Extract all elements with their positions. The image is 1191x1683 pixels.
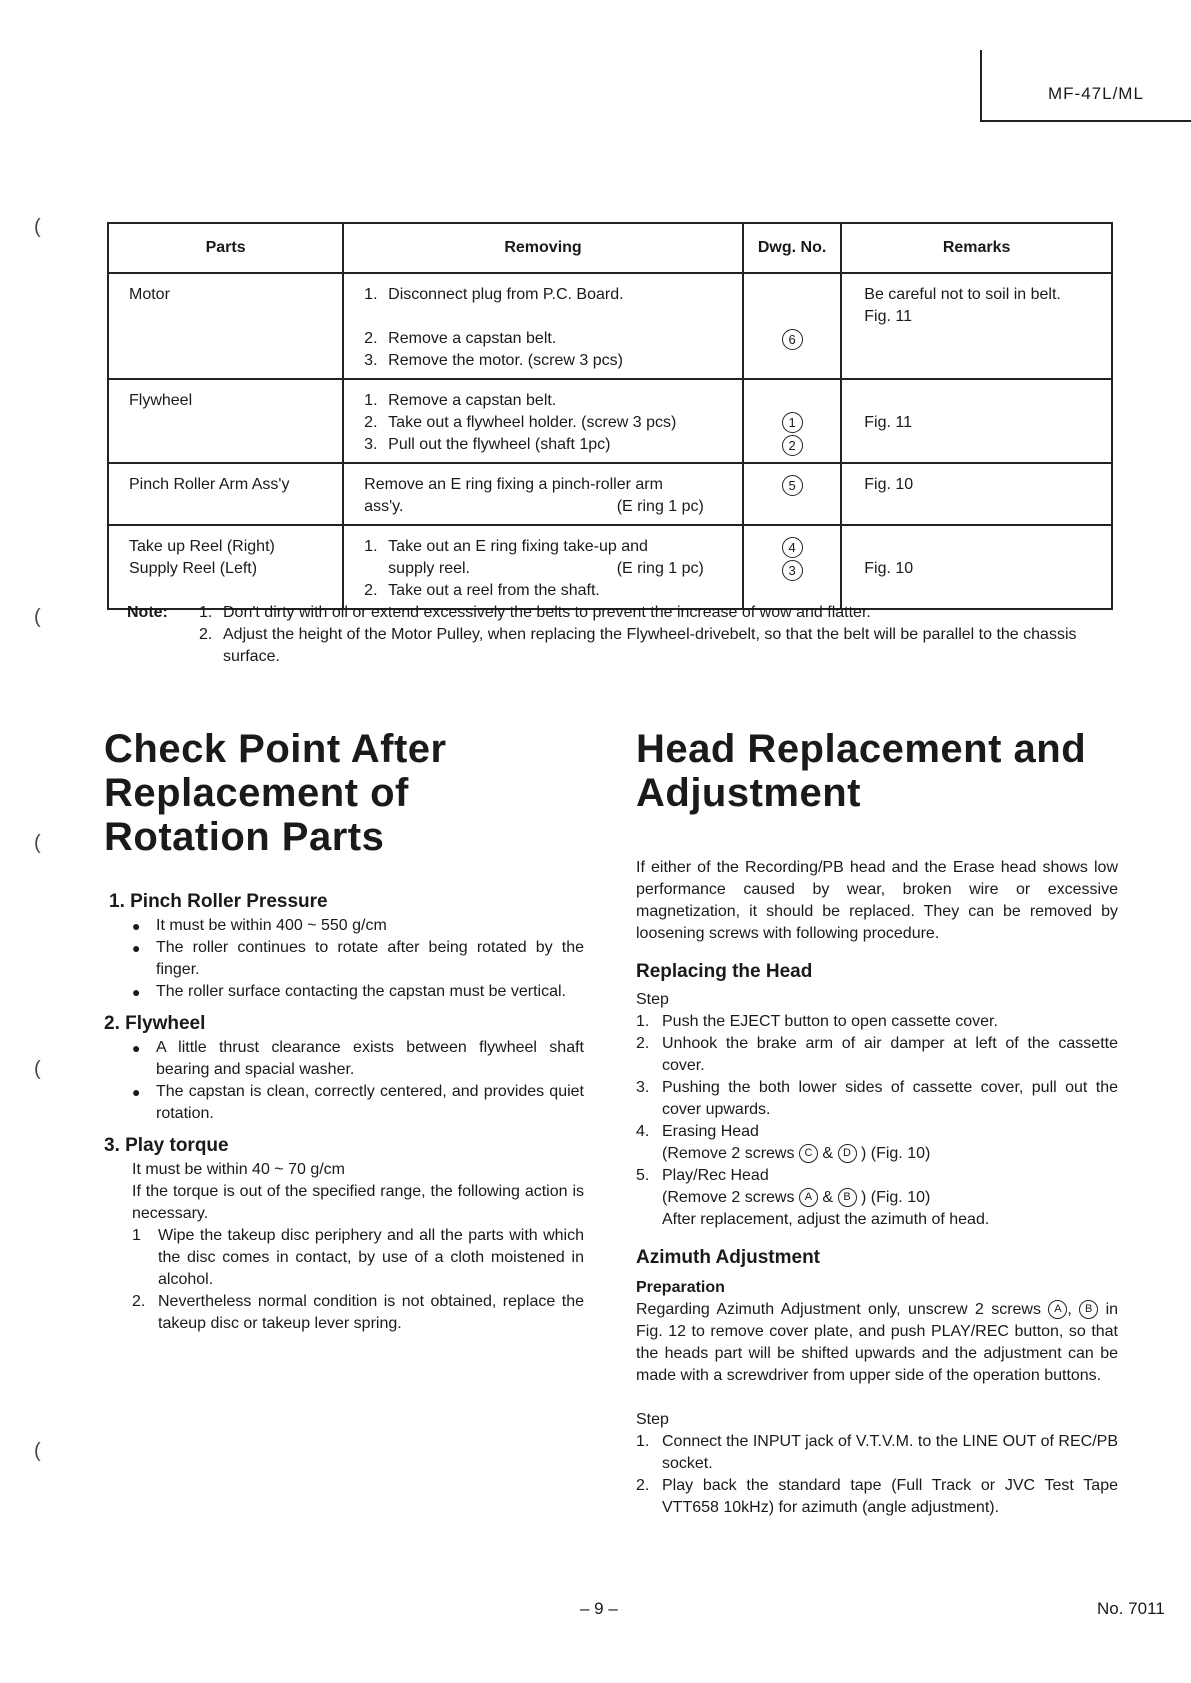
bullet-list — [104, 915, 584, 1003]
check-point-section — [104, 727, 584, 1335]
margin-mark: ( — [34, 832, 41, 854]
removing-steps: Remove an E ring fixing a pinch-roller arm ass'y. (E ring 1 pc) — [343, 463, 743, 525]
subsection-title: Azimuth Adjustment — [636, 1247, 821, 1268]
preparation-paragraph: Regarding Azimuth Adjustment only, unscrew 2 screws A , B in Fig. 12 to remove cover plate, and push PLAY/REC button, so that the heads part will be shifted upwards and the adjustment can be made with a screwdriver from upper side of the operation buttons. — [636, 1301, 1119, 1384]
intro-paragraph: If either of the Recording/PB head and the Erase head shows low performance caused by wear, broken wire or excessive magnetization, it should be replaced. They can be removed by loosening screws with following procedure. — [636, 859, 1118, 942]
note-item: 1. Don't dirty with oil or extend excessively the belts to prevent the increase of wow and flatter. — [199, 604, 871, 621]
removing-steps: 1. Disconnect plug from P.C. Board. 2. Remove a capstan belt. 3. Remove the motor. (screw 3 pcs) — [343, 273, 743, 379]
note-item: 2. Adjust the height of the Motor Pulley, when replacing the Flywheel-drivebelt, so that the belt will be parallel to the chassis surface. — [199, 626, 1077, 665]
list-item: 5. Play/Rec Head — [636, 1167, 769, 1184]
margin-mark: ( — [34, 1440, 41, 1462]
header-dwg-no: Dwg. No. — [743, 223, 841, 273]
part-name: Motor — [108, 273, 343, 379]
margin-mark: ( — [34, 1058, 41, 1080]
remarks: Fig. 11 — [841, 379, 1112, 463]
note-label: Note: — [127, 604, 168, 621]
remarks: Be careful not to soil in belt. Fig. 11 — [841, 273, 1112, 379]
parts-removal-table — [107, 222, 1113, 610]
part-name: Pinch Roller Arm Ass'y — [108, 463, 343, 525]
remarks: Fig. 10 — [841, 525, 1112, 609]
list-item: ● The capstan is clean, correctly centered, and provides quiet rotation. — [132, 1083, 584, 1122]
dwg-number: 6 — [743, 273, 841, 379]
replace-steps — [636, 1011, 1118, 1231]
header-remarks: Remarks — [841, 223, 1112, 273]
dwg-number: 5 — [743, 463, 841, 525]
table-row — [108, 379, 1112, 463]
list-item: 3. Pushing the both lower sides of cassette cover, pull out the cover upwards. — [636, 1079, 1118, 1118]
subsection-title: Replacing the Head — [636, 961, 813, 982]
list-item: ● The roller continues to rotate after being rotated by the finger. — [132, 939, 584, 978]
list-item: ● It must be within 400 ~ 550 g/cm — [132, 917, 387, 934]
erase-screw-note: (Remove 2 screws C & D ) (Fig. 10) — [662, 1145, 931, 1162]
subsection-title: 3. Play torque — [104, 1135, 229, 1156]
page-number: – 9 – — [580, 1599, 618, 1618]
document-number: No. 7011 — [1097, 1599, 1165, 1618]
list-item: ● A little thrust clearance exists between flywheel shaft bearing and spacial washer. — [132, 1039, 584, 1078]
preparation-title: Preparation — [636, 1279, 725, 1296]
list-item: 2. Nevertheless normal condition is not obtained, replace the takeup disc or takeup lever spring. — [132, 1293, 584, 1332]
table-row — [108, 463, 1112, 525]
table-row — [108, 273, 1112, 379]
list-item: 1. Connect the INPUT jack of V.T.V.M. to the LINE OUT of REC/PB socket. — [636, 1433, 1118, 1472]
list-item: 4. Erasing Head — [636, 1123, 759, 1140]
part-name: Flywheel — [108, 379, 343, 463]
margin-mark: ( — [34, 216, 41, 238]
subsection-title: 2. Flywheel — [104, 1013, 206, 1034]
list-item: 2. Play back the standard tape (Full Track or JVC Test Tape VTT658 10kHz) for azimuth (angle adjustment). — [636, 1477, 1118, 1516]
head-replacement-section — [636, 727, 1118, 1519]
step-label: Step — [636, 991, 669, 1008]
bullet-list — [104, 1037, 584, 1125]
play-screw-note: (Remove 2 screws A & B ) (Fig. 10) — [662, 1189, 931, 1206]
model-number: MF-47L/ML — [1048, 84, 1144, 103]
section-title: Check Point After Replacement of Rotation Parts — [104, 727, 447, 859]
list-item: 2. Unhook the brake arm of air damper at left of the cassette cover. — [636, 1035, 1118, 1074]
step-label: Step — [636, 1411, 669, 1428]
table-row — [108, 525, 1112, 609]
table-header-row — [108, 223, 1112, 273]
header-parts: Parts — [108, 223, 343, 273]
list-item: 1. Push the EJECT button to open cassette cover. — [636, 1013, 998, 1030]
dwg-number: 1 2 — [743, 379, 841, 463]
list-item: ● The roller surface contacting the capstan must be vertical. — [132, 983, 566, 1000]
after-replacement-note: After replacement, adjust the azimuth of head. — [662, 1211, 990, 1228]
removing-steps: 1. Remove a capstan belt. 2. Take out a flywheel holder. (screw 3 pcs) 3. Pull out the flywheel (shaft 1pc) — [343, 379, 743, 463]
header-removing: Removing — [343, 223, 743, 273]
remarks: Fig. 10 — [841, 463, 1112, 525]
section-title: Head Replacement and Adjustment — [636, 727, 1087, 815]
part-name: Take up Reel (Right) Supply Reel (Left) — [108, 525, 343, 609]
dwg-number: 4 3 — [743, 525, 841, 609]
list-item: 1 Wipe the takeup disc periphery and all the parts with which the disc comes in contact, by use of a cloth moistened in alcohol. — [132, 1227, 584, 1288]
margin-mark: ( — [34, 606, 41, 628]
subsection-title: 1. Pinch Roller Pressure — [109, 891, 328, 912]
play-torque-body: It must be within 40 ~ 70 g/cm If the torque is out of the specified range, the following action is necessary. 1 Wipe the takeup disc periphery and all the parts with which the disc comes in contact, by use of a cloth moistened in alcohol. 2. Nevertheless normal condition is not obtained, replace the takeup disc or takeup lever spring. — [104, 1159, 584, 1335]
azimuth-steps — [636, 1431, 1118, 1519]
removing-steps: 1. Take out an E ring fixing take-up and supply reel. (E ring 1 pc) 2. Take out a reel from the shaft. — [343, 525, 743, 609]
